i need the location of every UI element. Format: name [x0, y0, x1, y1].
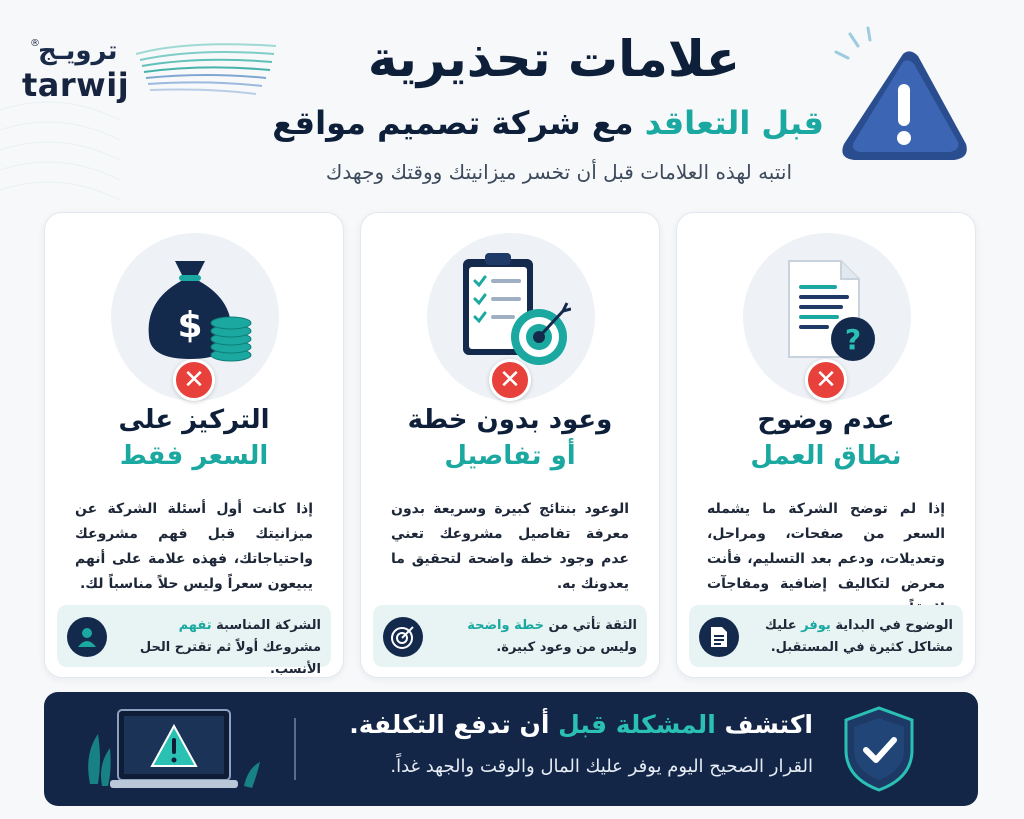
- card-title: وعود بدون خطة: [407, 405, 613, 435]
- subtitle-highlight: قبل التعاقد: [644, 104, 824, 142]
- logo-arabic-text: ترويـج: [38, 36, 118, 66]
- card-title-highlight: أو تفاصيل: [444, 441, 576, 471]
- money-bag-icon: [135, 241, 255, 371]
- card-body: الوعود بنتائج كبيرة وسريعة بدون معرفة تفاصيل مشروعك تعني عدم وجود خطة واضحة لتحقيق ما يعدونك به.: [391, 501, 629, 592]
- card-body: إذا لم توضح الشركة ما يشمله السعر من صفحات، ومراحل، وتعديلات، ودعم بعد التسليم، فأنت معرض لتكاليف إضافية ومفاجآت: [707, 501, 945, 592]
- banner-subline: القرار الصحيح اليوم يوفر عليك المال والوقت والجهد غداً.: [390, 756, 813, 777]
- card-note: [57, 605, 331, 677]
- x-mark-icon: ✕: [489, 359, 531, 401]
- clipboard-target-icon: [451, 241, 571, 371]
- banner-headline-pre: اكتشف: [715, 710, 813, 739]
- page-title: علامات تحذيرية: [367, 30, 740, 88]
- note-text-pre: الثقة تأتي من: [543, 618, 637, 633]
- card-title: التركيز على: [118, 405, 270, 435]
- note-text-pre: الوضوح في البداية: [830, 618, 953, 633]
- brand-logo: [16, 36, 276, 106]
- svg-text:$: $: [177, 305, 203, 346]
- warning-card-price: [44, 212, 344, 678]
- warning-triangle-icon: [828, 26, 978, 176]
- logo-waves-icon: [136, 40, 276, 100]
- card-body: إذا كانت أول أسئلة الشركة عن ميزانيتك قبل فهم مشروعك واحتياجاتك، فهذه علامة على أنهم يبيعون سعراً وليس حلاً مناسباً لك.: [75, 501, 313, 592]
- note-text-post: عليك مشاكل كثيرة في المستقبل.: [765, 618, 953, 655]
- x-mark-icon: ✕: [805, 359, 847, 401]
- warning-card-scope: [676, 212, 976, 678]
- banner-divider: [294, 718, 296, 780]
- card-note: [689, 605, 963, 667]
- x-mark-icon: ✕: [173, 359, 215, 401]
- person-icon: [67, 617, 107, 657]
- note-text-post: وليس من وعود كبيرة.: [496, 640, 637, 655]
- banner-headline-highlight: المشكلة قبل: [558, 710, 716, 739]
- card-title-highlight: السعر فقط: [119, 441, 269, 471]
- svg-text:?: ?: [844, 323, 862, 356]
- shield-check-icon: [842, 706, 916, 792]
- note-text-highlight: يوفر: [801, 618, 831, 633]
- card-note-text: [749, 615, 953, 659]
- banner-headline: [349, 710, 813, 739]
- card-title-highlight: نطاق العمل: [750, 441, 902, 471]
- banner-headline-post: أن تدفع التكلفة.: [349, 710, 559, 739]
- cta-banner: [44, 692, 978, 806]
- note-text-post: مشروعك أولاً ثم تقترح الحل الأنسب.: [139, 640, 321, 677]
- target-icon: [383, 617, 423, 657]
- document-icon: [699, 617, 739, 657]
- card-note-text: [117, 615, 321, 681]
- page-subtitle: [272, 104, 824, 142]
- laptop-warning-icon: [84, 704, 264, 794]
- document-question-icon: [767, 241, 887, 371]
- logo-english-text: tarwij: [22, 66, 130, 104]
- logo-registered-mark: ®: [30, 38, 40, 49]
- note-text-highlight: تفهم: [178, 618, 212, 633]
- note-text-highlight: خطة واضحة: [467, 618, 544, 633]
- page-tagline: انتبه لهذه العلامات قبل أن تخسر ميزانيتك ووقتك وجهدك: [325, 160, 792, 184]
- warning-card-promises: [360, 212, 660, 678]
- card-note: [373, 605, 647, 667]
- subtitle-rest: مع شركة تصميم مواقع: [272, 104, 645, 142]
- note-text-pre: الشركة المناسبة: [211, 618, 321, 633]
- card-note-text: [433, 615, 637, 659]
- card-title: عدم وضوح: [757, 405, 895, 435]
